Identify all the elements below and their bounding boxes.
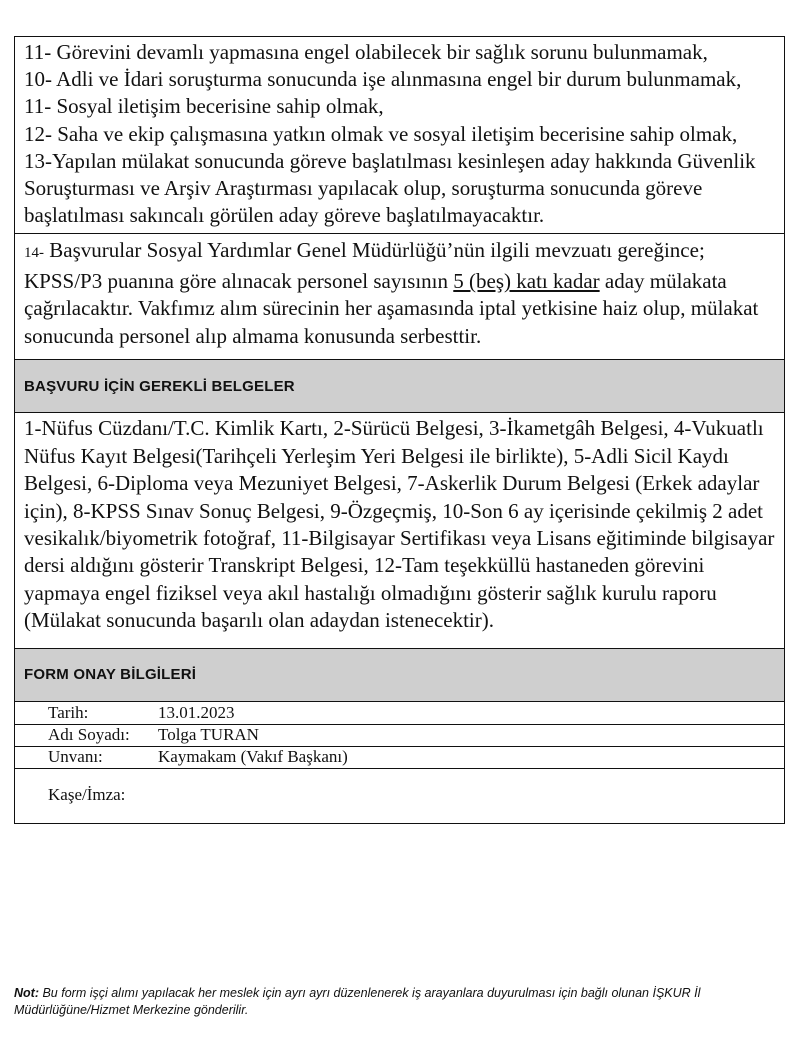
- approval-heading: FORM ONAY BİLGİLERİ: [15, 649, 784, 702]
- condition-item: 11- Görevini devamlı yapmasına engel olabilecek bir sağlık sorunu bulunmamak,: [24, 40, 708, 64]
- title-label: Unvanı:: [48, 747, 103, 767]
- requirements-table: [14, 36, 785, 824]
- condition-item: 13-Yapılan mülakat sonucunda göreve başlatılması kesinleşen aday hakkında Güvenlik Soruşturması ve Arşiv Araştırması yapılacak olup, soruşturma sonucunda göreve başlatılması sakıncalı görülen aday göreve başlatılmayacaktır.: [24, 148, 756, 228]
- date-label: Tarih:: [48, 703, 89, 723]
- condition-item: 11- Sosyal iletişim becerisine sahip olmak,: [24, 94, 384, 119]
- signature-label: Kaşe/İmza:: [48, 784, 126, 804]
- note-label: Not:: [14, 986, 39, 1000]
- approval-info: [15, 702, 784, 823]
- item-text-before: Başvurular Sosyal Yardımlar Genel Müdürlüğü’nün ilgili mevzuatı gereğince; KPSS/P3 puanına göre alınacak personel sayısının: [24, 238, 705, 293]
- name-label: Adı Soyadı:: [48, 725, 130, 745]
- item-text-after: aday mülakata çağrılacaktır. Vakfımız alım sürecinin her aşamasında iptal yetkisine haiz olup, mülakat sonucunda personel alıp almama konusunda serbesttir.: [24, 268, 759, 348]
- conditions-block: [15, 37, 784, 234]
- documents-heading: BAŞVURU İÇİN GEREKLİ BELGELER: [15, 360, 784, 413]
- approval-row-date: [15, 703, 784, 725]
- condition-item: 12- Saha ve ekip çalışmasına yatkın olmak ve sosyal iletişim becerisine sahip olmak,: [24, 121, 738, 146]
- documents-list: 1-Nüfus Cüzdanı/T.C. Kimlik Kartı, 2-Sürücü Belgesi, 3-İkametgâh Belgesi, 4-Vukuatlı Nüfus Kayıt Belgesi(Tarihçeli Yerleşim Yeri Belgesi ile birlikte), 5-Adli Sicil Kaydı Belgesi, 6-Diploma veya Mezuniyet Belgesi, 7-Askerlik Durum Belgesi (Erkek adaylar için), 8-KPSS Sınav Sonuç Belgesi, 9-Özgeçmiş, 10-Son 6 ay içerisinde çekilmiş 2 adet vesikalık/biyometrik fotoğraf, 11-Bilgisayar Sertifikası veya Lisans eğitiminde bilgisayar dersi aldığını gösterir Transkript Belgesi, 12-Tam teşekküllü hastaneden görevini yapmaya engel fiziksel veya akıl hastalığı olmadığını gösterir sağlık kurulu raporu (Mülakat sonucunda başarılı olan adaydan istenecektir).: [15, 413, 784, 648]
- title-value: Kaymakam (Vakıf Başkanı): [158, 747, 348, 767]
- item-number: 14-: [24, 245, 44, 262]
- interview-rule-block: [15, 234, 784, 360]
- condition-item: 10- Adli ve İdari soruşturma sonucunda işe alınmasına engel bir durum bulunmamak,: [24, 67, 742, 92]
- approval-row-name: [15, 725, 784, 747]
- date-value: 13.01.2023: [158, 703, 235, 723]
- name-value: Tolga TURAN: [158, 725, 259, 745]
- approval-row-title: [15, 747, 784, 768]
- signature-row: [15, 768, 784, 821]
- footnote: [14, 985, 789, 1018]
- underlined-quota: 5 (beş) katı kadar: [453, 268, 600, 293]
- note-text: Bu form işçi alımı yapılacak her meslek için ayrı ayrı düzenlenerek iş arayanlara duyurulması için bağlı olunan İŞKUR İl Müdürlüğüne/Hizmet Merkezine gönderilir.: [14, 986, 701, 1017]
